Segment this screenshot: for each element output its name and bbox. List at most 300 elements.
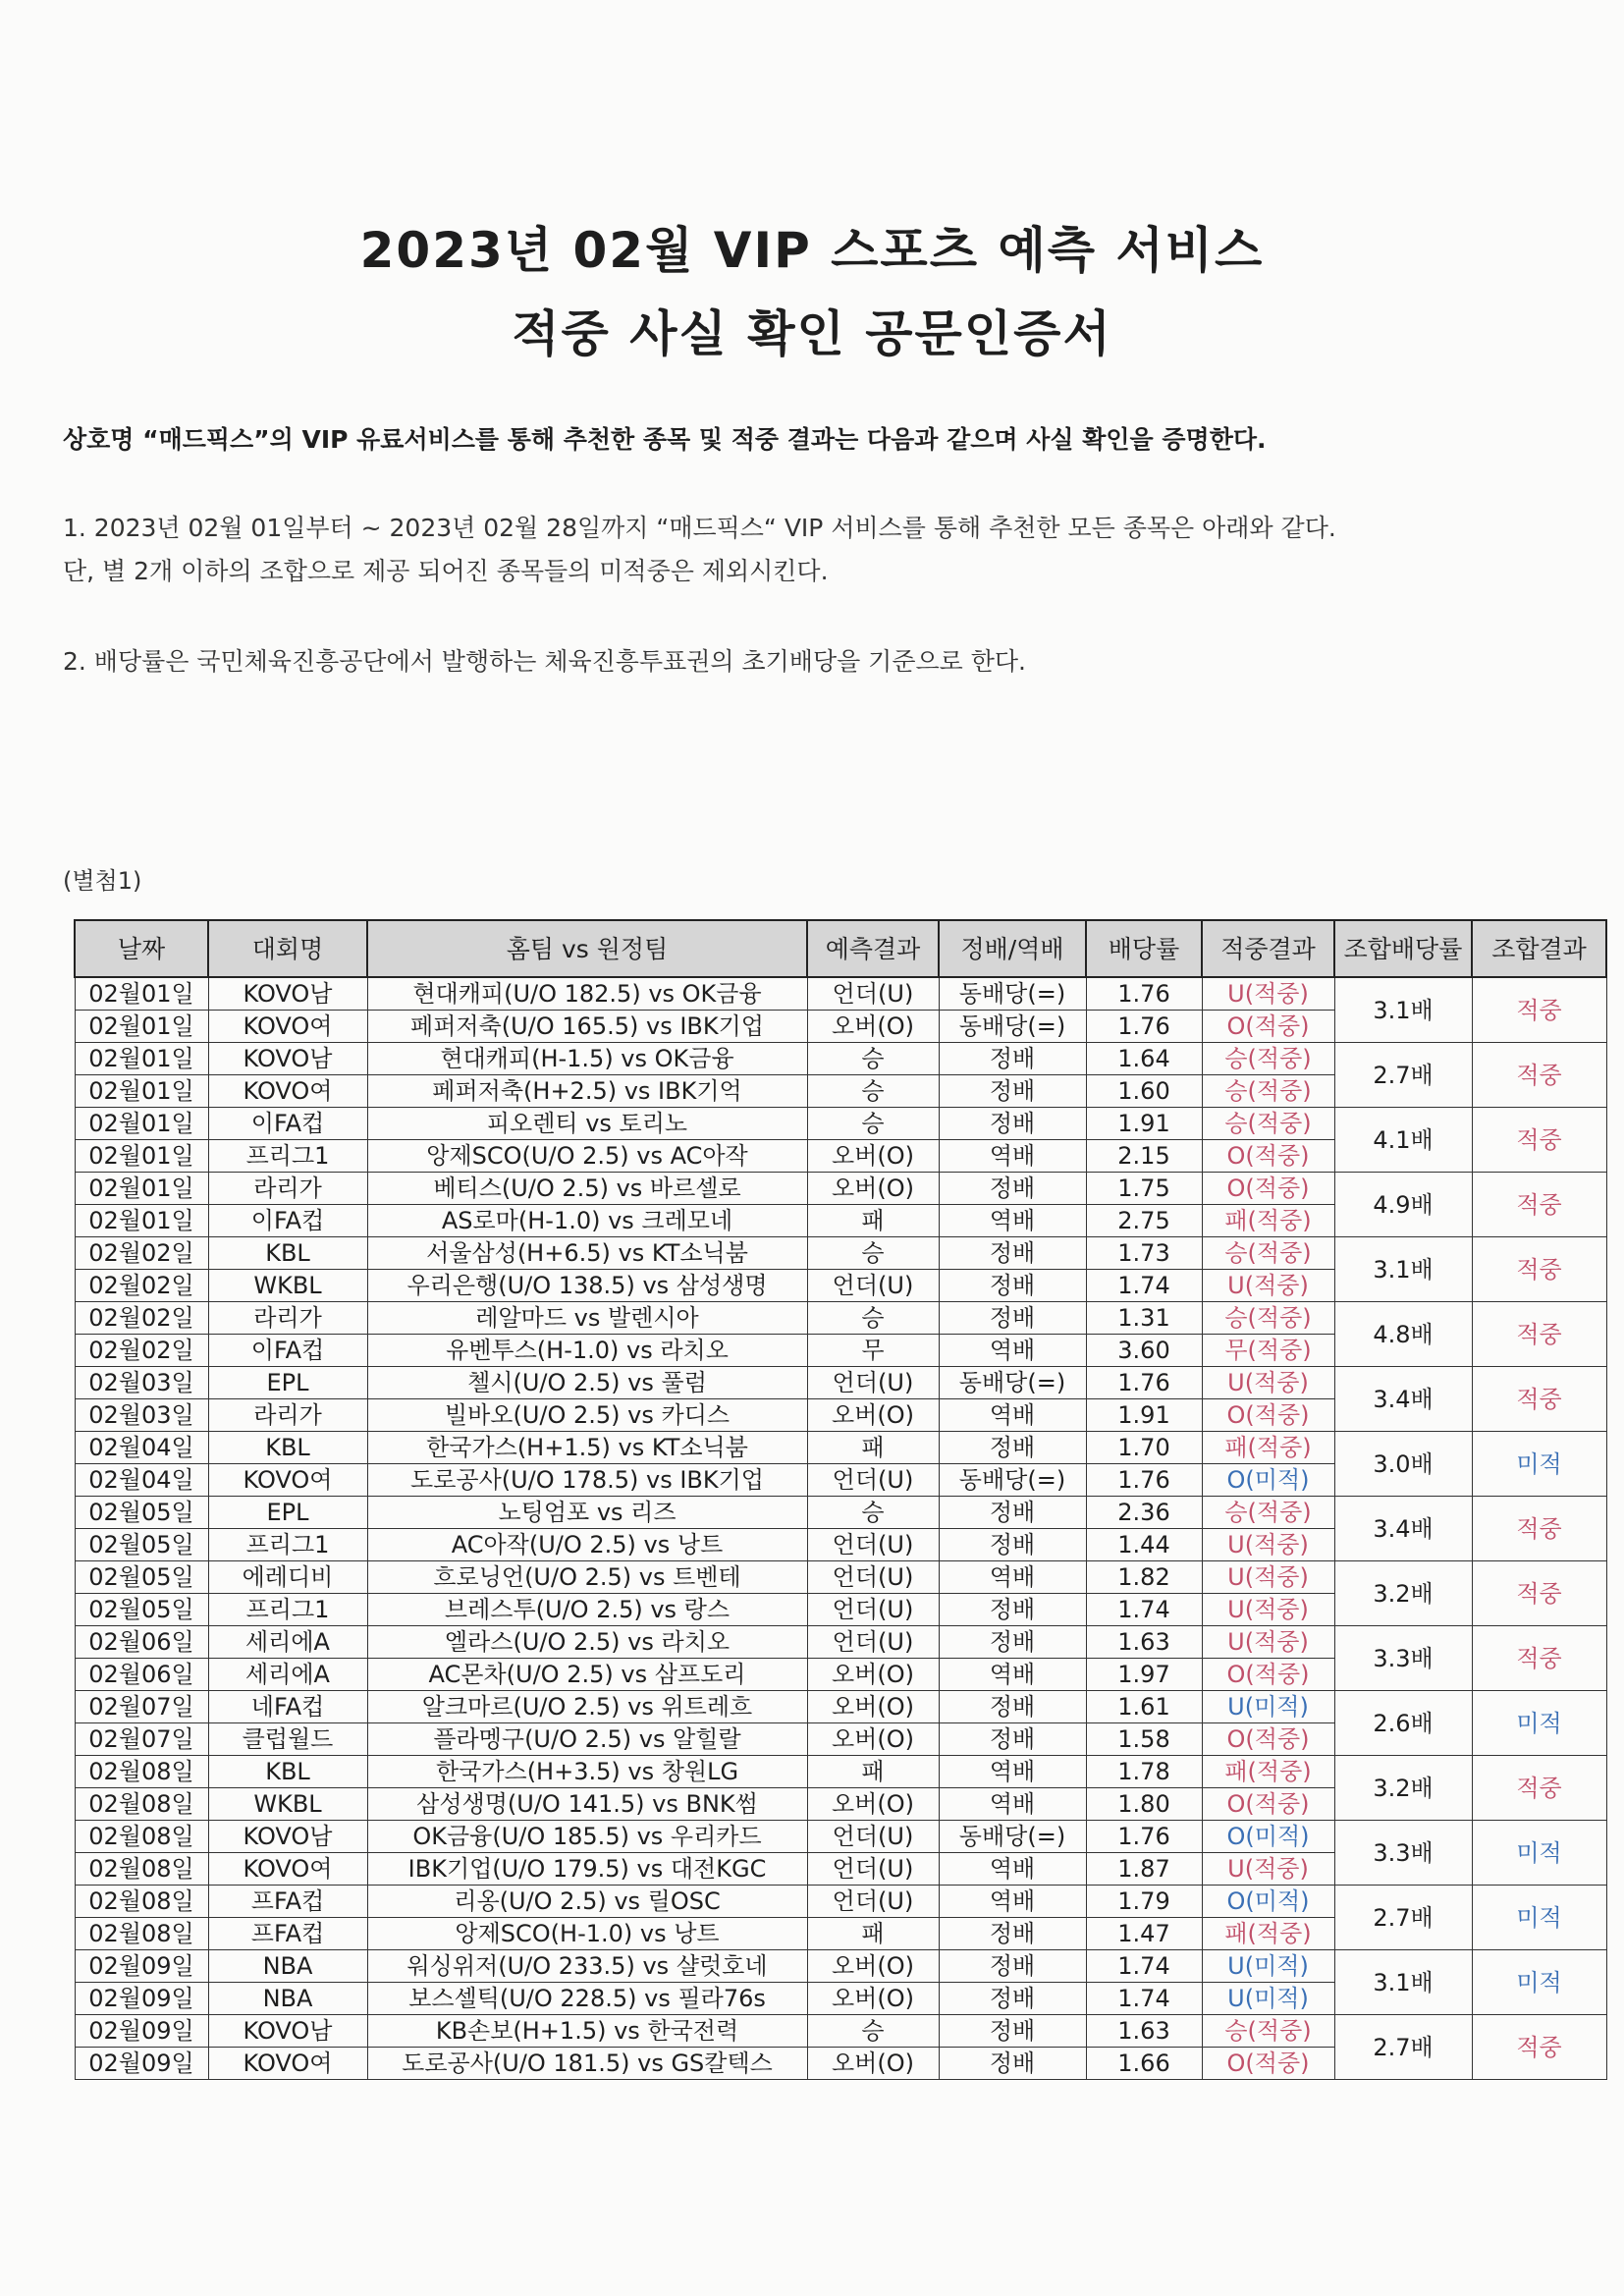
- cell-match: 앙제SCO(U/O 2.5) vs AC아작: [367, 1140, 807, 1173]
- cell-result: O(적중): [1202, 1399, 1334, 1432]
- cell-league: 프리그1: [208, 1594, 367, 1626]
- cell-pick: 패: [807, 1432, 939, 1464]
- cell-combo-odds: 3.2배: [1334, 1561, 1472, 1626]
- cell-league: 이FA컵: [208, 1205, 367, 1237]
- cell-favorite-type: 정배: [939, 1432, 1086, 1464]
- cell-combo-result: 적중: [1472, 1497, 1606, 1561]
- cell-odds: 1.47: [1086, 1918, 1202, 1950]
- cell-combo-odds: 3.1배: [1334, 1950, 1472, 2015]
- cell-league: 클럽월드: [208, 1723, 367, 1756]
- cell-league: EPL: [208, 1367, 367, 1399]
- cell-odds: 1.60: [1086, 1075, 1202, 1108]
- cell-odds: 1.80: [1086, 1788, 1202, 1821]
- cell-favorite-type: 정배: [939, 1075, 1086, 1108]
- cell-league: KOVO남: [208, 2015, 367, 2048]
- cell-league: 라리가: [208, 1399, 367, 1432]
- cell-result: U(적중): [1202, 1626, 1334, 1659]
- cell-league: KOVO여: [208, 1075, 367, 1108]
- cell-odds: 1.76: [1086, 977, 1202, 1011]
- table-row: [75, 1561, 1606, 1594]
- cell-match: AC아작(U/O 2.5) vs 낭트: [367, 1529, 807, 1561]
- cell-pick: 언더(U): [807, 1594, 939, 1626]
- cell-pick: 오버(O): [807, 1983, 939, 2015]
- cell-date: 02월05일: [75, 1561, 208, 1594]
- clause-1-line-1: 1. 2023년 02월 01일부터 ~ 2023년 02월 28일까지 “매드픽스“ VIP 서비스를 통해 추천한 모든 종목은 아래와 같다.: [63, 514, 1336, 542]
- cell-pick: 언더(U): [807, 1367, 939, 1399]
- cell-combo-odds: 3.1배: [1334, 1237, 1472, 1302]
- cell-combo-result: 적중: [1472, 1302, 1606, 1367]
- header-odds: 배당률: [1086, 920, 1202, 977]
- cell-odds: 1.76: [1086, 1011, 1202, 1043]
- cell-date: 02월05일: [75, 1497, 208, 1529]
- cell-match: 도로공사(U/O 181.5) vs GS칼텍스: [367, 2048, 807, 2080]
- cell-odds: 1.97: [1086, 1659, 1202, 1691]
- cell-favorite-type: 정배: [939, 1950, 1086, 1983]
- cell-odds: 1.74: [1086, 1270, 1202, 1302]
- cell-match: 피오렌티 vs 토리노: [367, 1108, 807, 1140]
- cell-result: 무(적중): [1202, 1335, 1334, 1367]
- cell-match: 리옹(U/O 2.5) vs 릴OSC: [367, 1886, 807, 1918]
- cell-league: 프리그1: [208, 1140, 367, 1173]
- cell-pick: 오버(O): [807, 1691, 939, 1723]
- cell-odds: 1.76: [1086, 1821, 1202, 1853]
- cell-date: 02월07일: [75, 1723, 208, 1756]
- cell-league: NBA: [208, 1983, 367, 2015]
- cell-result: U(적중): [1202, 1853, 1334, 1886]
- cell-league: NBA: [208, 1950, 367, 1983]
- cell-odds: 1.66: [1086, 2048, 1202, 2080]
- cell-pick: 언더(U): [807, 1626, 939, 1659]
- cell-date: 02월02일: [75, 1302, 208, 1335]
- cell-league: 프리그1: [208, 1529, 367, 1561]
- cell-date: 02월01일: [75, 1205, 208, 1237]
- cell-favorite-type: 역배: [939, 1853, 1086, 1886]
- cell-favorite-type: 정배: [939, 1626, 1086, 1659]
- cell-result: 패(적중): [1202, 1205, 1334, 1237]
- table-row: [75, 1626, 1606, 1659]
- cell-odds: 2.36: [1086, 1497, 1202, 1529]
- cell-combo-result: 적중: [1472, 977, 1606, 1043]
- cell-favorite-type: 정배: [939, 1594, 1086, 1626]
- cell-combo-result: 적중: [1472, 1367, 1606, 1432]
- cell-result: 승(적중): [1202, 1302, 1334, 1335]
- cell-favorite-type: 정배: [939, 2048, 1086, 2080]
- cell-combo-odds: 3.0배: [1334, 1432, 1472, 1497]
- cell-pick: 오버(O): [807, 1173, 939, 1205]
- cell-match: IBK기업(U/O 179.5) vs 대전KGC: [367, 1853, 807, 1886]
- cell-combo-result: 미적: [1472, 1950, 1606, 2015]
- header-pick: 예측결과: [807, 920, 939, 977]
- cell-odds: 1.78: [1086, 1756, 1202, 1788]
- cell-favorite-type: 정배: [939, 1270, 1086, 1302]
- cell-date: 02월05일: [75, 1594, 208, 1626]
- cell-date: 02월04일: [75, 1432, 208, 1464]
- cell-pick: 오버(O): [807, 1011, 939, 1043]
- cell-result: O(적중): [1202, 1788, 1334, 1821]
- cell-league: KOVO남: [208, 977, 367, 1011]
- cell-odds: 1.44: [1086, 1529, 1202, 1561]
- cell-league: KOVO여: [208, 2048, 367, 2080]
- cell-favorite-type: 정배: [939, 1237, 1086, 1270]
- cell-odds: 1.82: [1086, 1561, 1202, 1594]
- cell-result: 패(적중): [1202, 1432, 1334, 1464]
- cell-pick: 오버(O): [807, 1950, 939, 1983]
- cell-result: 승(적중): [1202, 1497, 1334, 1529]
- cell-combo-result: 미적: [1472, 1821, 1606, 1886]
- cell-match: 페퍼저축(H+2.5) vs IBK기억: [367, 1075, 807, 1108]
- cell-odds: 1.91: [1086, 1108, 1202, 1140]
- cell-odds: 1.61: [1086, 1691, 1202, 1723]
- cell-odds: 1.74: [1086, 1594, 1202, 1626]
- cell-combo-result: 미적: [1472, 1886, 1606, 1950]
- cell-date: 02월01일: [75, 1043, 208, 1075]
- cell-odds: 1.75: [1086, 1173, 1202, 1205]
- cell-league: 세리에A: [208, 1659, 367, 1691]
- cell-favorite-type: 역배: [939, 1140, 1086, 1173]
- cell-match: 엘라스(U/O 2.5) vs 라치오: [367, 1626, 807, 1659]
- cell-date: 02월03일: [75, 1399, 208, 1432]
- results-table: [74, 919, 1607, 2080]
- cell-result: O(적중): [1202, 2048, 1334, 2080]
- cell-date: 02월02일: [75, 1335, 208, 1367]
- cell-pick: 언더(U): [807, 1886, 939, 1918]
- table-row: [75, 2015, 1606, 2048]
- cell-pick: 언더(U): [807, 1270, 939, 1302]
- cell-result: U(미적): [1202, 1950, 1334, 1983]
- table-row: [75, 1691, 1606, 1723]
- cell-match: 페퍼저축(U/O 165.5) vs IBK기업: [367, 1011, 807, 1043]
- cell-league: WKBL: [208, 1788, 367, 1821]
- cell-match: 워싱위저(U/O 233.5) vs 샬럿호네: [367, 1950, 807, 1983]
- cell-date: 02월08일: [75, 1853, 208, 1886]
- cell-date: 02월06일: [75, 1626, 208, 1659]
- cell-league: WKBL: [208, 1270, 367, 1302]
- cell-pick: 오버(O): [807, 1140, 939, 1173]
- cell-favorite-type: 역배: [939, 1205, 1086, 1237]
- cell-combo-result: 적중: [1472, 1626, 1606, 1691]
- cell-combo-odds: 4.9배: [1334, 1173, 1472, 1237]
- cell-favorite-type: 동배당(=): [939, 1821, 1086, 1853]
- cell-odds: 1.58: [1086, 1723, 1202, 1756]
- cell-league: KBL: [208, 1756, 367, 1788]
- cell-odds: 1.79: [1086, 1886, 1202, 1918]
- cell-league: 네FA컵: [208, 1691, 367, 1723]
- cell-match: 현대캐피(H-1.5) vs OK금융: [367, 1043, 807, 1075]
- cell-match: 우리은행(U/O 138.5) vs 삼성생명: [367, 1270, 807, 1302]
- cell-match: AS로마(H-1.0) vs 크레모네: [367, 1205, 807, 1237]
- cell-date: 02월01일: [75, 977, 208, 1011]
- cell-favorite-type: 정배: [939, 1529, 1086, 1561]
- cell-result: O(적중): [1202, 1659, 1334, 1691]
- clause-1-line-2: 단, 별 2개 이하의 조합으로 제공 되어진 종목들의 미적중은 제외시킨다.: [63, 557, 829, 585]
- cell-pick: 승: [807, 1302, 939, 1335]
- cell-favorite-type: 정배: [939, 1108, 1086, 1140]
- cell-combo-odds: 4.1배: [1334, 1108, 1472, 1173]
- cell-date: 02월08일: [75, 1788, 208, 1821]
- table-row: [75, 1237, 1606, 1270]
- table-row: [75, 1302, 1606, 1335]
- cell-odds: 1.31: [1086, 1302, 1202, 1335]
- cell-odds: 1.91: [1086, 1399, 1202, 1432]
- cell-combo-odds: 4.8배: [1334, 1302, 1472, 1367]
- cell-pick: 오버(O): [807, 1788, 939, 1821]
- cell-match: 빌바오(U/O 2.5) vs 카디스: [367, 1399, 807, 1432]
- table-row: [75, 977, 1606, 1011]
- cell-league: EPL: [208, 1497, 367, 1529]
- cell-date: 02월09일: [75, 2048, 208, 2080]
- table-row: [75, 1367, 1606, 1399]
- cell-league: 프FA컵: [208, 1918, 367, 1950]
- cell-odds: 2.15: [1086, 1140, 1202, 1173]
- cell-date: 02월01일: [75, 1140, 208, 1173]
- cell-combo-odds: 2.7배: [1334, 1886, 1472, 1950]
- table-row: [75, 1497, 1606, 1529]
- cell-league: 세리에A: [208, 1626, 367, 1659]
- cell-result: O(미적): [1202, 1886, 1334, 1918]
- cell-pick: 승: [807, 1237, 939, 1270]
- header-league: 대회명: [208, 920, 367, 977]
- header-result: 적중결과: [1202, 920, 1334, 977]
- cell-league: 라리가: [208, 1173, 367, 1205]
- cell-date: 02월04일: [75, 1464, 208, 1497]
- cell-odds: 1.63: [1086, 1626, 1202, 1659]
- cell-match: 알크마르(U/O 2.5) vs 위트레흐: [367, 1691, 807, 1723]
- cell-pick: 패: [807, 1756, 939, 1788]
- cell-match: KB손보(H+1.5) vs 한국전력: [367, 2015, 807, 2048]
- cell-result: 승(적중): [1202, 1108, 1334, 1140]
- cell-pick: 승: [807, 1497, 939, 1529]
- cell-odds: 1.74: [1086, 1950, 1202, 1983]
- table-header-row: [75, 920, 1606, 977]
- cell-date: 02월08일: [75, 1756, 208, 1788]
- cell-league: KOVO여: [208, 1853, 367, 1886]
- cell-match: 서울삼성(H+6.5) vs KT소닉붐: [367, 1237, 807, 1270]
- cell-combo-result: 적중: [1472, 1237, 1606, 1302]
- cell-combo-odds: 3.4배: [1334, 1497, 1472, 1561]
- cell-favorite-type: 정배: [939, 1302, 1086, 1335]
- cell-pick: 승: [807, 1075, 939, 1108]
- cell-league: KOVO남: [208, 1043, 367, 1075]
- cell-league: KBL: [208, 1237, 367, 1270]
- cell-odds: 1.76: [1086, 1464, 1202, 1497]
- cell-combo-result: 적중: [1472, 1756, 1606, 1821]
- cell-combo-result: 미적: [1472, 1691, 1606, 1756]
- cell-pick: 언더(U): [807, 1464, 939, 1497]
- cell-match: 베티스(U/O 2.5) vs 바르셀로: [367, 1173, 807, 1205]
- cell-date: 02월08일: [75, 1886, 208, 1918]
- cell-date: 02월09일: [75, 1983, 208, 2015]
- cell-match: 유벤투스(H-1.0) vs 라치오: [367, 1335, 807, 1367]
- cell-match: 앙제SCO(H-1.0) vs 낭트: [367, 1918, 807, 1950]
- cell-result: 패(적중): [1202, 1918, 1334, 1950]
- cell-combo-result: 적중: [1472, 1108, 1606, 1173]
- cell-combo-result: 미적: [1472, 1432, 1606, 1497]
- cell-favorite-type: 정배: [939, 1918, 1086, 1950]
- cell-match: 레알마드 vs 발렌시아: [367, 1302, 807, 1335]
- cell-date: 02월08일: [75, 1821, 208, 1853]
- cell-odds: 1.87: [1086, 1853, 1202, 1886]
- cell-odds: 1.63: [1086, 2015, 1202, 2048]
- cell-favorite-type: 동배당(=): [939, 1464, 1086, 1497]
- cell-odds: 1.76: [1086, 1367, 1202, 1399]
- cell-combo-odds: 3.3배: [1334, 1626, 1472, 1691]
- cell-date: 02월09일: [75, 1950, 208, 1983]
- cell-result: U(적중): [1202, 1270, 1334, 1302]
- cell-combo-odds: 3.4배: [1334, 1367, 1472, 1432]
- cell-date: 02월03일: [75, 1367, 208, 1399]
- cell-date: 02월07일: [75, 1691, 208, 1723]
- cell-favorite-type: 역배: [939, 1561, 1086, 1594]
- cell-favorite-type: 역배: [939, 1886, 1086, 1918]
- table-row: [75, 1950, 1606, 1983]
- cell-result: U(미적): [1202, 1983, 1334, 2015]
- document-subtitle: 적중 사실 확인 공문인증서: [512, 305, 1112, 362]
- cell-odds: 1.73: [1086, 1237, 1202, 1270]
- cell-result: U(적중): [1202, 1529, 1334, 1561]
- cell-date: 02월09일: [75, 2015, 208, 2048]
- cell-combo-odds: 2.7배: [1334, 1043, 1472, 1108]
- cell-pick: 언더(U): [807, 977, 939, 1011]
- cell-league: KOVO여: [208, 1011, 367, 1043]
- cell-odds: 3.60: [1086, 1335, 1202, 1367]
- cell-date: 02월08일: [75, 1918, 208, 1950]
- table-row: [75, 1108, 1606, 1140]
- cell-match: 브레스투(U/O 2.5) vs 랑스: [367, 1594, 807, 1626]
- cell-pick: 언더(U): [807, 1821, 939, 1853]
- cell-pick: 오버(O): [807, 2048, 939, 2080]
- cell-favorite-type: 역배: [939, 1659, 1086, 1691]
- cell-match: 플라멩구(U/O 2.5) vs 알힐랄: [367, 1723, 807, 1756]
- cell-result: 승(적중): [1202, 1075, 1334, 1108]
- cell-result: O(적중): [1202, 1173, 1334, 1205]
- cell-result: U(적중): [1202, 1561, 1334, 1594]
- cell-match: 보스셀틱(U/O 228.5) vs 필라76s: [367, 1983, 807, 2015]
- cell-odds: 1.64: [1086, 1043, 1202, 1075]
- cell-favorite-type: 정배: [939, 1497, 1086, 1529]
- header-date: 날짜: [75, 920, 208, 977]
- cell-favorite-type: 정배: [939, 1691, 1086, 1723]
- cell-pick: 패: [807, 1918, 939, 1950]
- cell-pick: 무: [807, 1335, 939, 1367]
- table-row: [75, 1043, 1606, 1075]
- table-row: [75, 1173, 1606, 1205]
- cell-combo-result: 적중: [1472, 1043, 1606, 1108]
- cell-date: 02월01일: [75, 1108, 208, 1140]
- cell-result: U(적중): [1202, 1594, 1334, 1626]
- cell-match: 첼시(U/O 2.5) vs 풀럼: [367, 1367, 807, 1399]
- cell-result: U(적중): [1202, 977, 1334, 1011]
- cell-favorite-type: 역배: [939, 1788, 1086, 1821]
- header-favorite-type: 정배/역배: [939, 920, 1086, 977]
- cell-league: 라리가: [208, 1302, 367, 1335]
- cell-combo-result: 적중: [1472, 1561, 1606, 1626]
- cell-league: KBL: [208, 1432, 367, 1464]
- cell-date: 02월05일: [75, 1529, 208, 1561]
- cell-match: 한국가스(H+3.5) vs 창원LG: [367, 1756, 807, 1788]
- cell-result: O(미적): [1202, 1821, 1334, 1853]
- cell-combo-result: 적중: [1472, 1173, 1606, 1237]
- cell-favorite-type: 정배: [939, 2015, 1086, 2048]
- results-body: [75, 977, 1606, 2080]
- cell-favorite-type: 정배: [939, 1173, 1086, 1205]
- cell-match: 현대캐피(U/O 182.5) vs OK금융: [367, 977, 807, 1011]
- cell-combo-odds: 2.6배: [1334, 1691, 1472, 1756]
- cell-date: 02월02일: [75, 1237, 208, 1270]
- cell-league: 이FA컵: [208, 1335, 367, 1367]
- cell-result: U(적중): [1202, 1367, 1334, 1399]
- cell-favorite-type: 역배: [939, 1399, 1086, 1432]
- cell-result: 승(적중): [1202, 2015, 1334, 2048]
- cell-result: O(적중): [1202, 1723, 1334, 1756]
- cell-favorite-type: 동배당(=): [939, 1011, 1086, 1043]
- intro-statement: 상호명 “매드픽스”의 VIP 유료서비스를 통해 추천한 종목 및 적중 결과는 다음과 같으며 사실 확인을 증명한다.: [63, 425, 1267, 454]
- cell-league: KOVO남: [208, 1821, 367, 1853]
- cell-favorite-type: 정배: [939, 1983, 1086, 2015]
- cell-combo-result: 적중: [1472, 2015, 1606, 2080]
- cell-favorite-type: 정배: [939, 1723, 1086, 1756]
- cell-match: OK금융(U/O 185.5) vs 우리카드: [367, 1821, 807, 1853]
- cell-match: 도로공사(U/O 178.5) vs IBK기업: [367, 1464, 807, 1497]
- header-combo-odds: 조합배당률: [1334, 920, 1472, 977]
- cell-date: 02월01일: [75, 1173, 208, 1205]
- cell-pick: 언더(U): [807, 1561, 939, 1594]
- cell-result: 승(적중): [1202, 1237, 1334, 1270]
- cell-league: KOVO여: [208, 1464, 367, 1497]
- cell-result: 승(적중): [1202, 1043, 1334, 1075]
- cell-date: 02월02일: [75, 1270, 208, 1302]
- cell-pick: 언더(U): [807, 1529, 939, 1561]
- cell-league: 이FA컵: [208, 1108, 367, 1140]
- cell-pick: 패: [807, 1205, 939, 1237]
- cell-match: AC몬차(U/O 2.5) vs 삼프도리: [367, 1659, 807, 1691]
- cell-pick: 승: [807, 1108, 939, 1140]
- cell-result: O(미적): [1202, 1464, 1334, 1497]
- cell-odds: 1.74: [1086, 1983, 1202, 2015]
- cell-pick: 오버(O): [807, 1659, 939, 1691]
- cell-pick: 승: [807, 2015, 939, 2048]
- cell-pick: 오버(O): [807, 1723, 939, 1756]
- table-row: [75, 1886, 1606, 1918]
- cell-favorite-type: 동배당(=): [939, 977, 1086, 1011]
- header-match: 홈팀 vs 원정팀: [367, 920, 807, 977]
- cell-date: 02월06일: [75, 1659, 208, 1691]
- cell-combo-odds: 3.3배: [1334, 1821, 1472, 1886]
- cell-match: 삼성생명(U/O 141.5) vs BNK썸: [367, 1788, 807, 1821]
- cell-date: 02월01일: [75, 1075, 208, 1108]
- table-row: [75, 1432, 1606, 1464]
- clause-2: 2. 배당률은 국민체육진흥공단에서 발행하는 체육진흥투표권의 초기배당을 기준으로 한다.: [63, 647, 1026, 676]
- cell-result: O(적중): [1202, 1011, 1334, 1043]
- attachment-label: (별첨1): [63, 867, 142, 895]
- cell-match: 노팅엄포 vs 리즈: [367, 1497, 807, 1529]
- table-row: [75, 1821, 1606, 1853]
- cell-favorite-type: 정배: [939, 1043, 1086, 1075]
- cell-favorite-type: 역배: [939, 1756, 1086, 1788]
- cell-favorite-type: 역배: [939, 1335, 1086, 1367]
- cell-result: O(적중): [1202, 1140, 1334, 1173]
- cell-pick: 오버(O): [807, 1399, 939, 1432]
- cell-pick: 승: [807, 1043, 939, 1075]
- cell-favorite-type: 동배당(=): [939, 1367, 1086, 1399]
- cell-combo-odds: 3.1배: [1334, 977, 1472, 1043]
- header-combo-result: 조합결과: [1472, 920, 1606, 977]
- cell-match: 흐로닝언(U/O 2.5) vs 트벤테: [367, 1561, 807, 1594]
- cell-date: 02월01일: [75, 1011, 208, 1043]
- cell-match: 한국가스(H+1.5) vs KT소닉붐: [367, 1432, 807, 1464]
- cell-result: 패(적중): [1202, 1756, 1334, 1788]
- cell-combo-odds: 2.7배: [1334, 2015, 1472, 2080]
- table-row: [75, 1756, 1606, 1788]
